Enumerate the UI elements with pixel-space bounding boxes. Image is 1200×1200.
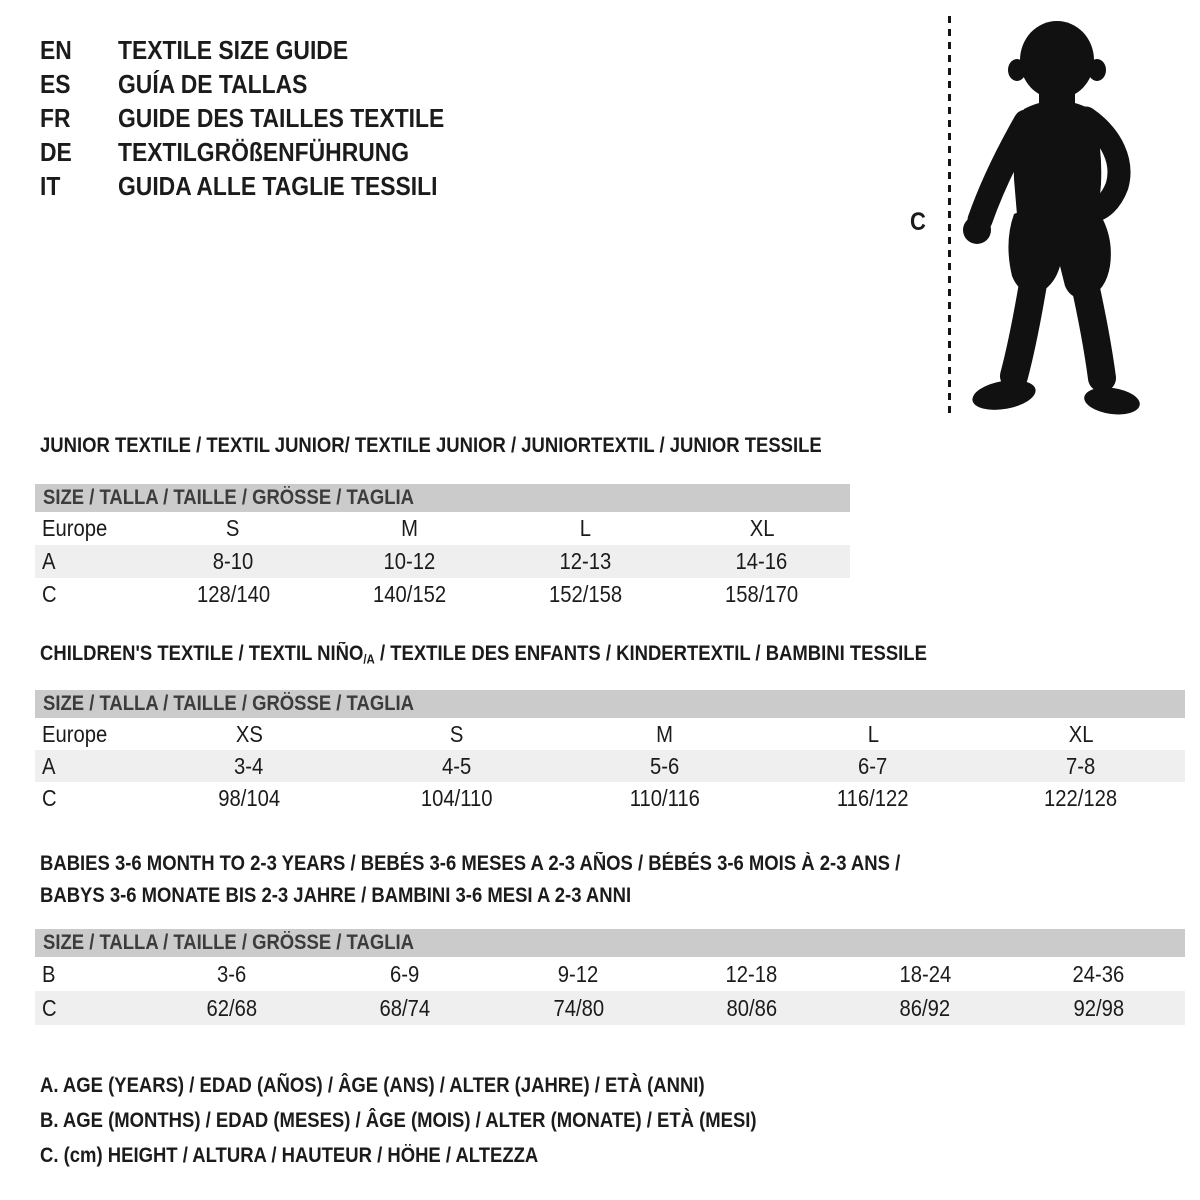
language-row-fr <box>40 101 489 135</box>
table-cell: S <box>450 720 464 747</box>
row-label: C <box>42 784 57 811</box>
size-header-bar <box>35 484 850 512</box>
height-measure-dashed-line <box>948 16 951 416</box>
table-cell: S <box>226 515 240 541</box>
table-cell: XL <box>1068 720 1094 747</box>
size-header-label: SIZE / TALLA / TAILLE / GRÖSSE / TAGLIA <box>43 692 414 715</box>
table-cell: 18-24 <box>899 960 951 987</box>
size-header-label: SIZE / TALLA / TAILLE / GRÖSSE / TAGLIA <box>43 931 414 954</box>
table-cell: XS <box>235 720 263 747</box>
guide-title-es: GUÍA DE TALLAS <box>118 68 308 99</box>
table-cell: 80/86 <box>726 994 777 1021</box>
table-cell: 3-4 <box>234 752 264 779</box>
children-section-title: CHILDREN'S TEXTILE / TEXTIL NIÑO/A / TEXTILE DES ENFANTS / KINDERTEXTIL / BAMBINI TESSILE <box>40 642 927 667</box>
table-cell: L <box>867 720 879 747</box>
table-cell: 62/68 <box>206 994 257 1021</box>
table-row <box>35 782 1185 814</box>
table-cell: XL <box>749 515 775 541</box>
table-cell: 74/80 <box>552 994 604 1021</box>
table-cell: 110/116 <box>629 784 701 811</box>
table-row <box>35 718 1185 750</box>
table-row <box>35 750 1185 782</box>
footnote-b: B. AGE (MONTHS) / EDAD (MESES) / ÂGE (MOIS) / ALTER (MONATE) / ETÀ (MESI) <box>40 1108 757 1132</box>
table-cell: 116/122 <box>837 784 909 811</box>
table-row <box>35 512 850 545</box>
table-cell: 68/74 <box>379 994 431 1021</box>
language-row-it <box>40 169 489 203</box>
language-code: FR <box>40 102 71 133</box>
row-label: A <box>42 752 56 779</box>
table-cell: 10-12 <box>383 548 436 574</box>
table-cell: 14-16 <box>735 548 788 574</box>
table-cell: 5-6 <box>650 752 680 779</box>
row-label: Europe <box>42 720 108 747</box>
nino-a-subscript: /A <box>363 651 375 667</box>
junior-size-table <box>35 484 850 611</box>
footnote-c: C. (cm) HEIGHT / ALTURA / HAUTEUR / HÖHE / ALTEZZA <box>40 1143 539 1167</box>
table-row <box>35 578 850 611</box>
babies-section-title: BABIES 3-6 MONTH TO 2-3 YEARS / BEBÉS 3-6 MESES A 2-3 AÑOS / BÉBÉS 3-6 MOIS À 2-3 ANS / BABYS 3-6 MONATE BIS 2-3 JAHRE / BAMBINI 3-6 MESI A 2-3 ANNI <box>40 852 901 907</box>
table-cell: 86/92 <box>899 994 951 1021</box>
guide-title-en: TEXTILE SIZE GUIDE <box>118 34 349 65</box>
language-row-en <box>40 33 489 67</box>
table-cell: 24-36 <box>1072 960 1125 987</box>
toddler-silhouette-icon <box>960 14 1150 424</box>
table-cell: 92/98 <box>1072 994 1124 1021</box>
table-cell: M <box>656 720 674 747</box>
table-cell: L <box>579 515 592 541</box>
table-cell: 9-12 <box>558 960 599 987</box>
table-cell: 128/140 <box>196 581 270 607</box>
language-code: DE <box>40 136 72 167</box>
babies-size-table <box>35 929 1185 1025</box>
height-measure-label: C <box>910 208 926 236</box>
table-cell: 122/128 <box>1044 784 1118 811</box>
language-title-block <box>40 33 489 203</box>
table-cell: 4-5 <box>442 752 472 779</box>
guide-title-de: TEXTILGRÖßENFÜHRUNG <box>118 136 410 167</box>
table-row <box>35 991 1185 1025</box>
row-label: C <box>42 994 57 1021</box>
table-cell: 12-13 <box>559 548 612 574</box>
table-cell: 98/104 <box>218 784 280 811</box>
language-row-es <box>40 67 489 101</box>
table-cell: 6-9 <box>390 960 420 987</box>
table-cell: 152/158 <box>549 581 623 607</box>
language-row-de <box>40 135 489 169</box>
table-row <box>35 957 1185 991</box>
language-code: ES <box>40 68 71 99</box>
size-header-bar <box>35 929 1185 957</box>
size-header-bar <box>35 690 1185 718</box>
table-cell: 158/170 <box>725 581 799 607</box>
table-cell: 104/110 <box>421 784 493 811</box>
language-code: EN <box>40 34 72 65</box>
row-label: B <box>42 960 56 987</box>
guide-title-it: GUIDA ALLE TAGLIE TESSILI <box>118 170 438 201</box>
footnote-a: A. AGE (YEARS) / EDAD (AÑOS) / ÂGE (ANS) / ALTER (JAHRE) / ETÀ (ANNI) <box>40 1073 705 1097</box>
guide-title-fr: GUIDE DES TAILLES TEXTILE <box>118 102 445 133</box>
table-cell: 8-10 <box>212 548 254 574</box>
language-code: IT <box>40 170 61 201</box>
size-header-label: SIZE / TALLA / TAILLE / GRÖSSE / TAGLIA <box>43 486 414 509</box>
footnote-legend <box>40 1068 854 1173</box>
table-cell: 7-8 <box>1066 752 1096 779</box>
row-label: Europe <box>42 515 108 541</box>
table-cell: 6-7 <box>858 752 888 779</box>
junior-section-title: JUNIOR TEXTILE / TEXTIL JUNIOR/ TEXTILE JUNIOR / JUNIORTEXTIL / JUNIOR TESSILE <box>40 434 822 457</box>
children-size-table <box>35 690 1185 814</box>
row-label: A <box>42 548 56 574</box>
row-label: C <box>42 581 57 607</box>
table-cell: 3-6 <box>217 960 247 987</box>
table-row <box>35 545 850 578</box>
table-cell: 12-18 <box>725 960 778 987</box>
table-cell: 140/152 <box>372 581 446 607</box>
table-cell: M <box>400 515 418 541</box>
